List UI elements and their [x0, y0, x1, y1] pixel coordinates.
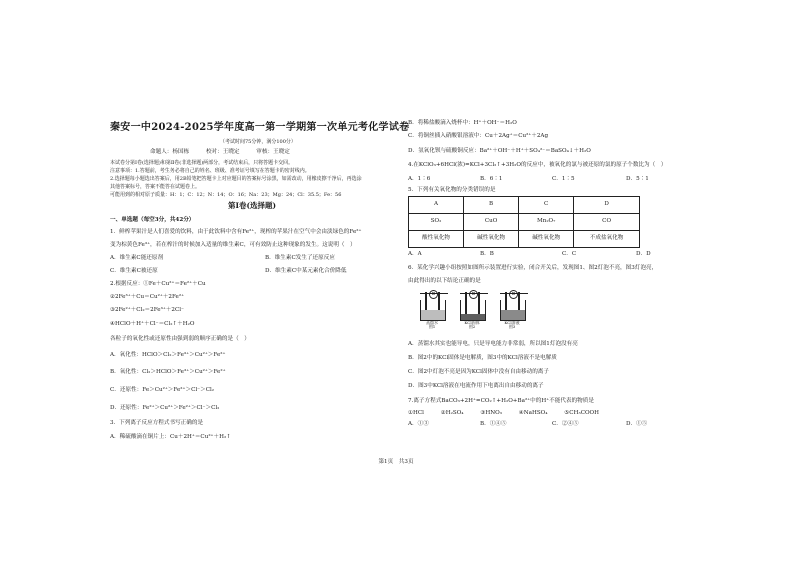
figure-1-label: [417, 321, 447, 330]
q5-option-c: C．C: [562, 251, 577, 257]
table-cell: 不成盐氧化物: [574, 231, 640, 248]
q2-reaction-4: ④HClO＋H⁺＋Cl⁻＝Cl₂↑＋H₂O: [110, 321, 195, 327]
q5-option-b: B．B: [480, 251, 494, 257]
q3-stem: 3．下列离子反应方程式书写正确的是: [110, 420, 204, 426]
figure-3-caption: KCl溶液: [504, 320, 520, 325]
table-cell: Mn₂O₇: [519, 214, 574, 231]
note-4: 其他答案标号，答案不能答在试题卷上。: [110, 184, 201, 190]
q5-option-a: A．A: [408, 251, 422, 257]
circuit-figures: [416, 290, 536, 332]
note-5: 可能用到的相对原子质量：H：1；C：12；N：14；O：16；Na：23；Mg：24；Cl：35.5；Fe：56: [110, 192, 342, 198]
beaker-2: [460, 300, 486, 321]
exam-page: [96, 118, 696, 474]
figure-2-caption: KCl固体: [464, 320, 480, 325]
q7-option-c: C．②④⑤: [552, 421, 579, 427]
q7-stem: 7.离子方程式BaCO₃+2H⁺=CO₂↑+H₂O+Ba²⁺中的H⁺不能代表的物质是: [408, 398, 594, 404]
q2-option-c: C．还原性：Fe＞Cu²⁺＞Fe²⁺＞Cl⁻＞Cl₂: [110, 387, 215, 393]
figure-2-number: 图2: [468, 324, 476, 330]
oxide-table-type-row: [409, 231, 640, 248]
q5-option-d: D．D: [636, 251, 651, 257]
q3-option-c: C．将铜丝插入硝酸银溶液中：Cu＋2Ag⁺＝Cu²⁺＋2Ag: [408, 133, 549, 139]
q4-option-b: B．6∶1: [480, 176, 503, 182]
q1-option-d: D．维生素C中某元素化合价降低: [265, 268, 347, 274]
q6-option-a: A．蒸馏水其实也能导电，只是导电能力非常弱，所以图1灯泡没有亮: [408, 341, 578, 347]
table-cell: C: [519, 197, 574, 214]
section-title: 一、单选题（每空3分，共42分）: [110, 217, 195, 223]
q6-option-d: D．图3中KCl溶液在电流作用下电离出自由移动的离子: [408, 383, 544, 389]
q1-option-c: C．维生素C被还原: [110, 268, 158, 274]
bulb-icon: ⊗: [509, 290, 518, 299]
q2-option-b: B．氧化性：Cl₂＞HClO＞Fe³⁺＞Cu²⁺＞Fe²⁺: [110, 369, 226, 375]
note-3: 2.选择题每小题选出答案后，用2B铅笔把答题卡上对应题目的答案标号涂黑，如需改动，用橡皮擦干净后，再选涂: [110, 176, 362, 182]
q2-option-a: A．氧化性：HClO＞Cl₂＞Fe³⁺＞Cu²⁺＞Fe²⁺: [110, 352, 226, 358]
q6-stem-1: 6．某化学兴趣小组按照如图所示装置进行实验，闭合开关后，发现图1、图2灯泡不亮，图3灯泡亮，: [408, 265, 658, 271]
q4-option-a: A．1∶6: [408, 176, 431, 182]
beaker-3: [500, 300, 526, 321]
q1-option-b: B．维生素C发生了还原反应: [265, 255, 335, 261]
q2-stem: 2.根据反应：①Fe＋Cu²⁺＝Fe²⁺＋Cu: [110, 281, 206, 287]
table-cell: A: [409, 197, 464, 214]
q2-option-d: D．还原性：Fe²⁺＞Cu²⁺＞Fe²⁺＞Cl⁻＞Cl₂: [110, 405, 220, 411]
figure-1-number: 图1: [428, 324, 436, 330]
table-cell: B: [464, 197, 519, 214]
q1-stem-2: 变为棕黄色Fe³⁺，若在榨汁的时候加入适量的维生素C，可有效防止这种现象的发生。这说明（ ）: [110, 242, 356, 248]
oxide-table: [408, 196, 640, 248]
note-1: 本试卷分第Ⅰ卷(选择题)和第Ⅱ卷(非选择题)两部分，考试结束后，只将答题卡交回。: [110, 160, 294, 166]
exam-title: 秦安一中2024-2025学年度高一第一学期第一次单元考化学试卷: [110, 122, 410, 133]
q1-option-a: A．维生素C能还原剂: [110, 255, 164, 261]
figure-2-label: [457, 321, 487, 330]
q4-stem: 4.在KClO₃+6HCl(浓)=KCl+3Cl₂↑+3H₂O的反应中，被氧化的氯与被还原的氯的原子个数比为（ ）: [408, 162, 667, 168]
q2-ask: 各粒子的氧化性或还原性由强到弱的顺序正确的是（ ）: [110, 336, 250, 342]
page-footer: 第1页 共3页: [378, 459, 414, 465]
note-2: 注意事项：1.答题前，考生务必将自己的姓名、班级、准考证号填写在答题卡的密封线内。: [110, 168, 310, 174]
oxide-table-formula-row: [409, 214, 640, 231]
q6-option-c: C．图2中灯泡不亮是因为KCl固体中没有自由移动的离子: [408, 369, 549, 375]
q6-option-b: B．图2中的KCl固体是电解质，图3中的KCl溶液不是电解质: [408, 355, 557, 361]
table-cell: CuO: [464, 214, 519, 231]
q2-reaction-3: ③2Fe²⁺＋Cl₂＝2Fe³⁺＋2Cl⁻: [110, 307, 184, 313]
q7-option-d: D．①⑤: [626, 421, 648, 427]
table-cell: 碱性氧化物: [519, 231, 574, 248]
q4-option-d: D．5∶1: [626, 176, 649, 182]
q4-option-c: C．1∶5: [552, 176, 575, 182]
beaker-1: [420, 300, 446, 321]
figure-3-number: 图3: [508, 324, 516, 330]
q7-items: ①HCl ②H₂SO₄ ③HNO₃ ④NaHSO₄ ⑤CH₃COOH: [408, 410, 600, 416]
q3-option-a: A．稀硫酸滴在铜片上：Cu＋2H⁺＝Cu²⁺＋H₂↑: [110, 434, 231, 440]
figure-3-label: [497, 321, 527, 330]
part-title: 第Ⅰ卷(选择题): [228, 201, 277, 210]
table-cell: D: [574, 197, 640, 214]
q7-option-a: A．①③: [408, 421, 429, 427]
q3-option-b: B．将稀盐酸滴入烧杯中：H⁺＋OH⁻＝H₂O: [408, 120, 517, 126]
staff-line: 命题人：杨国栋 校对：王晓定 审核：王晓定: [150, 149, 290, 155]
q7-option-b: B．①④⑤: [480, 421, 507, 427]
bulb-icon: ⊗: [469, 290, 478, 299]
q2-reaction-2: ②2Fe³⁺＋Cu＝Cu²⁺＋2Fe²⁺: [110, 294, 185, 300]
table-cell: CO: [574, 214, 640, 231]
q1-stem-1: 1．鲜榨苹果汁是人们喜爱的饮料，由于此饮料中含有Fe²⁺，现榨的苹果汁在空气中会由淡绿色的Fe²⁺: [110, 229, 362, 235]
q3-option-d: D．氢氧化钡与硫酸铜反应：Ba²⁺＋OH⁻＋H⁺＋SO₄²⁻＝BaSO₄↓＋H₂O: [408, 148, 591, 154]
table-cell: 碱性氧化物: [464, 231, 519, 248]
oxide-table-header-row: [409, 197, 640, 214]
q6-stem-2: 由此得出的以下结论正确的是: [408, 278, 481, 284]
table-cell: 酸性氧化物: [409, 231, 464, 248]
bulb-icon: ⊗: [429, 290, 438, 299]
figure-1-caption: 蒸馏水: [426, 320, 438, 325]
table-cell: SO₂: [409, 214, 464, 231]
exam-info: （考试时间75分钟，满分100分）: [220, 139, 296, 145]
q5-stem: 5．下列有关氧化物的分类错误的是: [408, 187, 496, 193]
